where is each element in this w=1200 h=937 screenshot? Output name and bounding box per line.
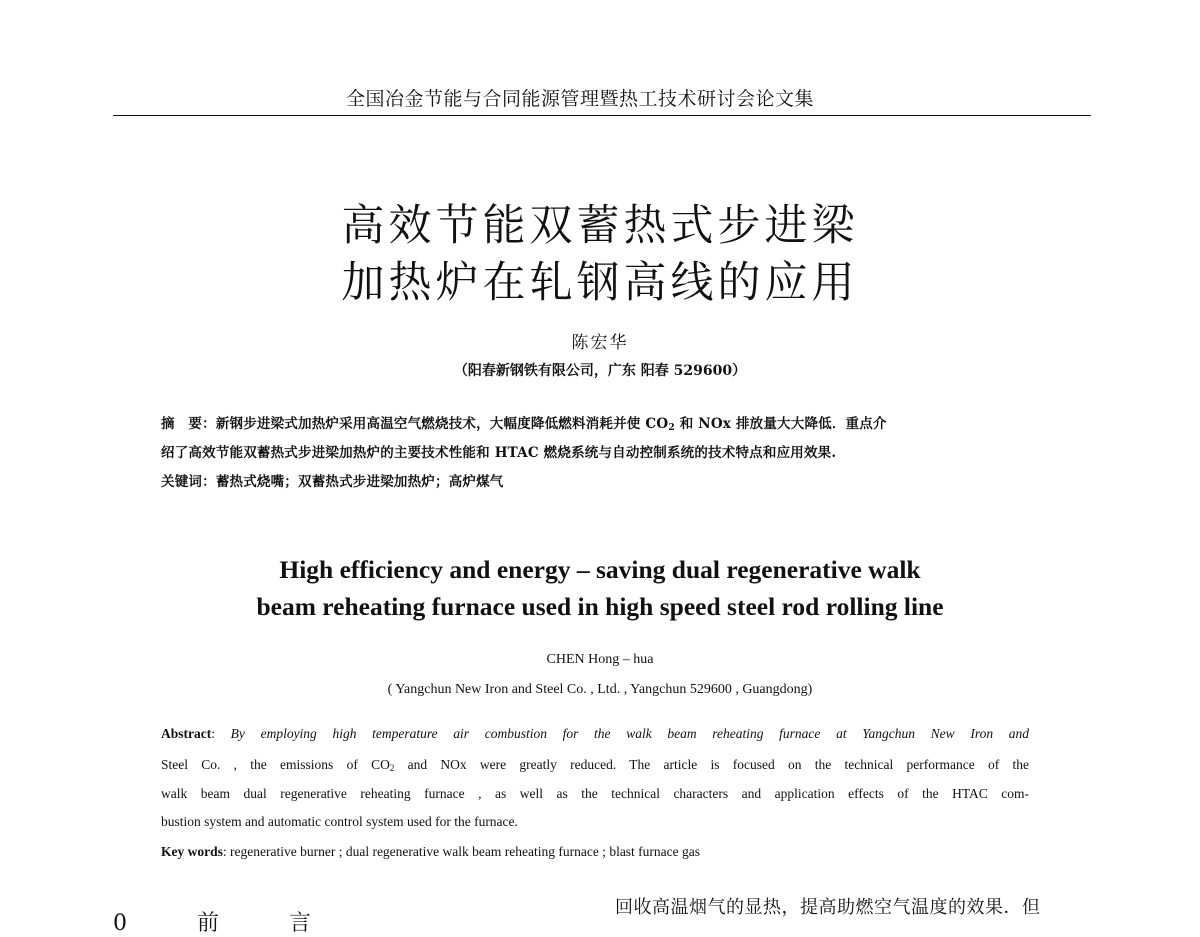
chinese-affiliation: （阳春新钢铁有限公司，广东 阳春 529600）	[453, 363, 747, 379]
header-rule	[113, 115, 1091, 116]
chinese-abstract-text-b: 和 NOx 排放量大大降低．重点介	[674, 416, 887, 432]
chinese-author: 陈宏华	[571, 333, 629, 353]
co2-subscript: 2	[668, 423, 675, 433]
chinese-abstract-line-2: 绍了高效节能双蓄热式步进梁加热炉的主要技术性能和 HTAC 燃烧系统与自动控制系统的技术特点和应用效果.	[161, 445, 837, 461]
english-abstract-separator: :	[211, 726, 231, 741]
english-keywords-label: Key words	[161, 844, 223, 859]
chinese-title-line-1: 高效节能双蓄热式步进梁	[341, 201, 859, 251]
english-abstract-text-1: By employing high temperature air combustion for the walk beam reheating furnace at Yangchun New Iron and	[230, 726, 1029, 741]
english-abstract-line-4: bustion system and automatic control system used for the furnace.	[161, 814, 518, 829]
english-author: CHEN Hong – hua	[546, 652, 654, 667]
english-abstract-line-3: walk beam dual regenerative reheating furnace , as well as the technical characters and application effects of the HTAC com-	[161, 786, 1029, 801]
english-abstract-text-2a: Steel Co. , the emissions of CO	[161, 757, 390, 772]
english-abstract-line-1	[161, 726, 1029, 742]
english-title-line-2: beam reheating furnace used in high speed steel rod rolling line	[256, 592, 944, 621]
english-abstract-text-2b: and NOx were greatly reduced. The article is focused on the technical performance of the	[394, 757, 1029, 772]
chinese-abstract-text-a: 新钢步进梁式加热炉采用高温空气燃烧技术，大幅度降低燃料消耗并使 CO	[215, 416, 669, 432]
chinese-title-line-2: 加热炉在轧钢高线的应用	[341, 258, 859, 308]
english-abstract-label: Abstract	[161, 726, 212, 741]
chinese-abstract-label: 摘 要：	[161, 416, 216, 432]
second-column-text: 回收高温烟气的显热，提高助燃空气温度的效果．但	[615, 897, 1041, 918]
chinese-keywords	[161, 470, 504, 490]
english-keywords	[161, 844, 700, 860]
english-title-line-1: High efficiency and energy – saving dual regenerative walk	[279, 555, 921, 584]
english-keywords-separator: :	[222, 844, 231, 859]
english-affiliation: ( Yangchun New Iron and Steel Co. , Ltd. , Yangchun 529600 , Guangdong)	[387, 682, 813, 697]
chinese-abstract-line-1	[161, 412, 887, 433]
section-heading-introduction: 0 前 言	[113, 911, 335, 936]
english-keywords-text: regenerative burner ; dual regenerative walk beam reheating furnace ; blast furnace gas	[230, 844, 701, 859]
english-co2-subscript: 2	[389, 763, 395, 773]
running-header: 全国冶金节能与合同能源管理暨热工技术研讨会论文集	[346, 88, 815, 110]
english-abstract-line-2	[161, 757, 1029, 773]
chinese-keywords-label: 关键词：	[161, 474, 216, 490]
chinese-keywords-text: 蓄热式烧嘴；双蓄热式步进梁加热炉；高炉煤气	[215, 474, 504, 490]
